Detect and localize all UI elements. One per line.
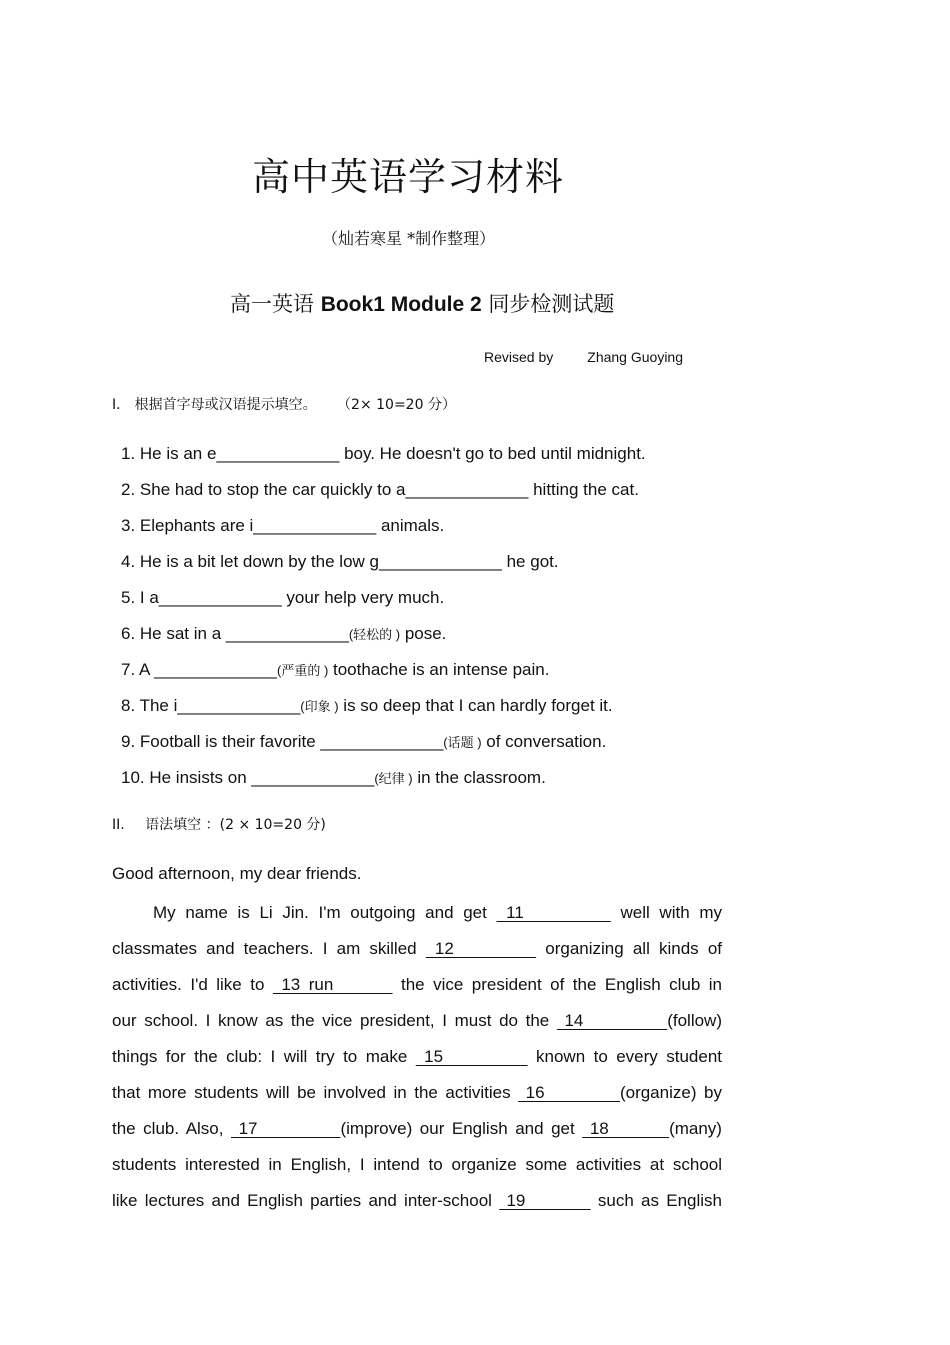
question-text: 6. He sat in a _____________ bbox=[121, 624, 349, 643]
passage-text: known to every student bbox=[527, 1047, 723, 1066]
question-7 bbox=[121, 660, 549, 680]
test-title bbox=[230, 288, 614, 318]
question-8 bbox=[121, 696, 613, 716]
passage-text: like lectures and English parties and inter-school bbox=[112, 1191, 500, 1210]
answer-blank: 13 run bbox=[272, 975, 393, 994]
passage-text: the club. Also, bbox=[112, 1119, 232, 1138]
chinese-hint: (纪律 ) bbox=[374, 771, 413, 786]
document-main-title: 高中英语学习材料 bbox=[252, 155, 565, 199]
answer-blank: 17 bbox=[231, 1119, 341, 1138]
answer-blank: 16 bbox=[518, 1083, 620, 1102]
passage-text: organizing all kinds of bbox=[536, 939, 722, 958]
passage-text: that more students will be involved in the activities bbox=[112, 1083, 519, 1102]
question-3 bbox=[121, 516, 444, 536]
passage-line bbox=[112, 1111, 722, 1147]
passage-text: things for the club: I will try to make bbox=[112, 1047, 416, 1066]
section-2-heading bbox=[112, 814, 326, 834]
section-2-number: II. bbox=[112, 817, 125, 833]
passage-text: activities. I'd like to bbox=[112, 975, 273, 994]
answer-blank: 12 bbox=[425, 939, 537, 958]
passage-text: (follow) bbox=[667, 1011, 722, 1030]
revised-name: Zhang Guoying bbox=[587, 349, 683, 365]
question-9 bbox=[121, 732, 606, 752]
section-1-instruction: 根据首字母或汉语提示填空。 bbox=[134, 397, 317, 413]
answer-blank: 15 bbox=[415, 1047, 528, 1066]
chinese-hint: (严重的 ) bbox=[277, 663, 329, 678]
passage-text: students interested in English, I intend to organize some activities at school bbox=[112, 1155, 722, 1174]
revised-by bbox=[484, 349, 683, 365]
question-5 bbox=[121, 588, 444, 608]
question-text: 4. He is a bit let down by the low g_____________ he got. bbox=[121, 552, 559, 571]
passage-line bbox=[112, 1183, 722, 1219]
question-6 bbox=[121, 624, 446, 644]
question-text-end: toothache is an intense pain. bbox=[328, 660, 550, 679]
question-10 bbox=[121, 768, 546, 788]
answer-blank: 11 bbox=[496, 903, 611, 922]
chinese-hint: (话题 ) bbox=[443, 735, 482, 750]
passage-text: such as English bbox=[590, 1191, 723, 1210]
question-text: 5. I a_____________ your help very much. bbox=[121, 588, 445, 607]
section-1-number: I． bbox=[112, 397, 131, 413]
question-text-end: pose. bbox=[400, 624, 447, 643]
question-4 bbox=[121, 552, 559, 572]
question-text: 10. He insists on _____________ bbox=[121, 768, 375, 787]
question-text: 2. She had to stop the car quickly to a_____________ hitting the cat. bbox=[121, 480, 639, 499]
section-1-score: （2× 10=20 分） bbox=[337, 397, 456, 413]
passage-text: the vice president of the English club in bbox=[392, 975, 722, 994]
passage-line bbox=[112, 1075, 722, 1111]
question-text: 9. Football is their favorite _____________ bbox=[121, 732, 444, 751]
chinese-hint: (轻松的 ) bbox=[348, 627, 401, 642]
answer-blank: 18 bbox=[582, 1119, 670, 1138]
test-title-suffix: 同步检测试题 bbox=[488, 292, 615, 316]
passage-text: our school. I know as the vice president, I must do the bbox=[112, 1011, 557, 1030]
revised-label: Revised by bbox=[484, 349, 554, 365]
question-2 bbox=[121, 480, 639, 500]
question-text: 1. He is an e_____________ boy. He doesn't go to bed until midnight. bbox=[121, 444, 646, 463]
passage-text: (organize) by bbox=[619, 1083, 722, 1102]
passage-greeting: Good afternoon, my dear friends. bbox=[112, 864, 362, 883]
section-2-instruction: 语法填空 ：(2 × 10=20 分) bbox=[145, 817, 326, 833]
passage-line bbox=[112, 1003, 722, 1039]
cloze-passage bbox=[112, 895, 722, 1219]
passage-text: (improve) our English and get bbox=[340, 1119, 583, 1138]
question-text-end: of conversation. bbox=[481, 732, 607, 751]
section-1-heading bbox=[112, 394, 456, 414]
answer-blank: 19 bbox=[499, 1191, 591, 1210]
question-text: 3. Elephants are i_____________ animals. bbox=[121, 516, 445, 535]
question-text-end: in the classroom. bbox=[412, 768, 546, 787]
chinese-hint: (印象 ) bbox=[300, 699, 339, 714]
test-title-prefix: 高一英语 bbox=[230, 292, 314, 316]
question-text: 8. The i_____________ bbox=[121, 696, 301, 715]
passage-line bbox=[112, 931, 722, 967]
passage-text: (many) bbox=[669, 1119, 722, 1138]
document-credit: （灿若寒星 *制作整理） bbox=[322, 229, 496, 248]
passage-text: My name is Li Jin. I'm outgoing and get bbox=[153, 903, 497, 922]
question-text: 7. A _____________ bbox=[121, 660, 277, 679]
passage-line bbox=[112, 895, 722, 931]
passage-text: classmates and teachers. I am skilled bbox=[112, 939, 426, 958]
passage-line bbox=[112, 967, 722, 1003]
test-title-book: Book1 Module 2 bbox=[320, 293, 482, 316]
question-text-end: is so deep that I can hardly forget it. bbox=[338, 696, 613, 715]
passage-line bbox=[112, 1147, 722, 1183]
passage-text: well with my bbox=[610, 903, 722, 922]
answer-blank: 14 bbox=[556, 1011, 668, 1030]
passage-line bbox=[112, 1039, 722, 1075]
question-1 bbox=[121, 444, 646, 464]
